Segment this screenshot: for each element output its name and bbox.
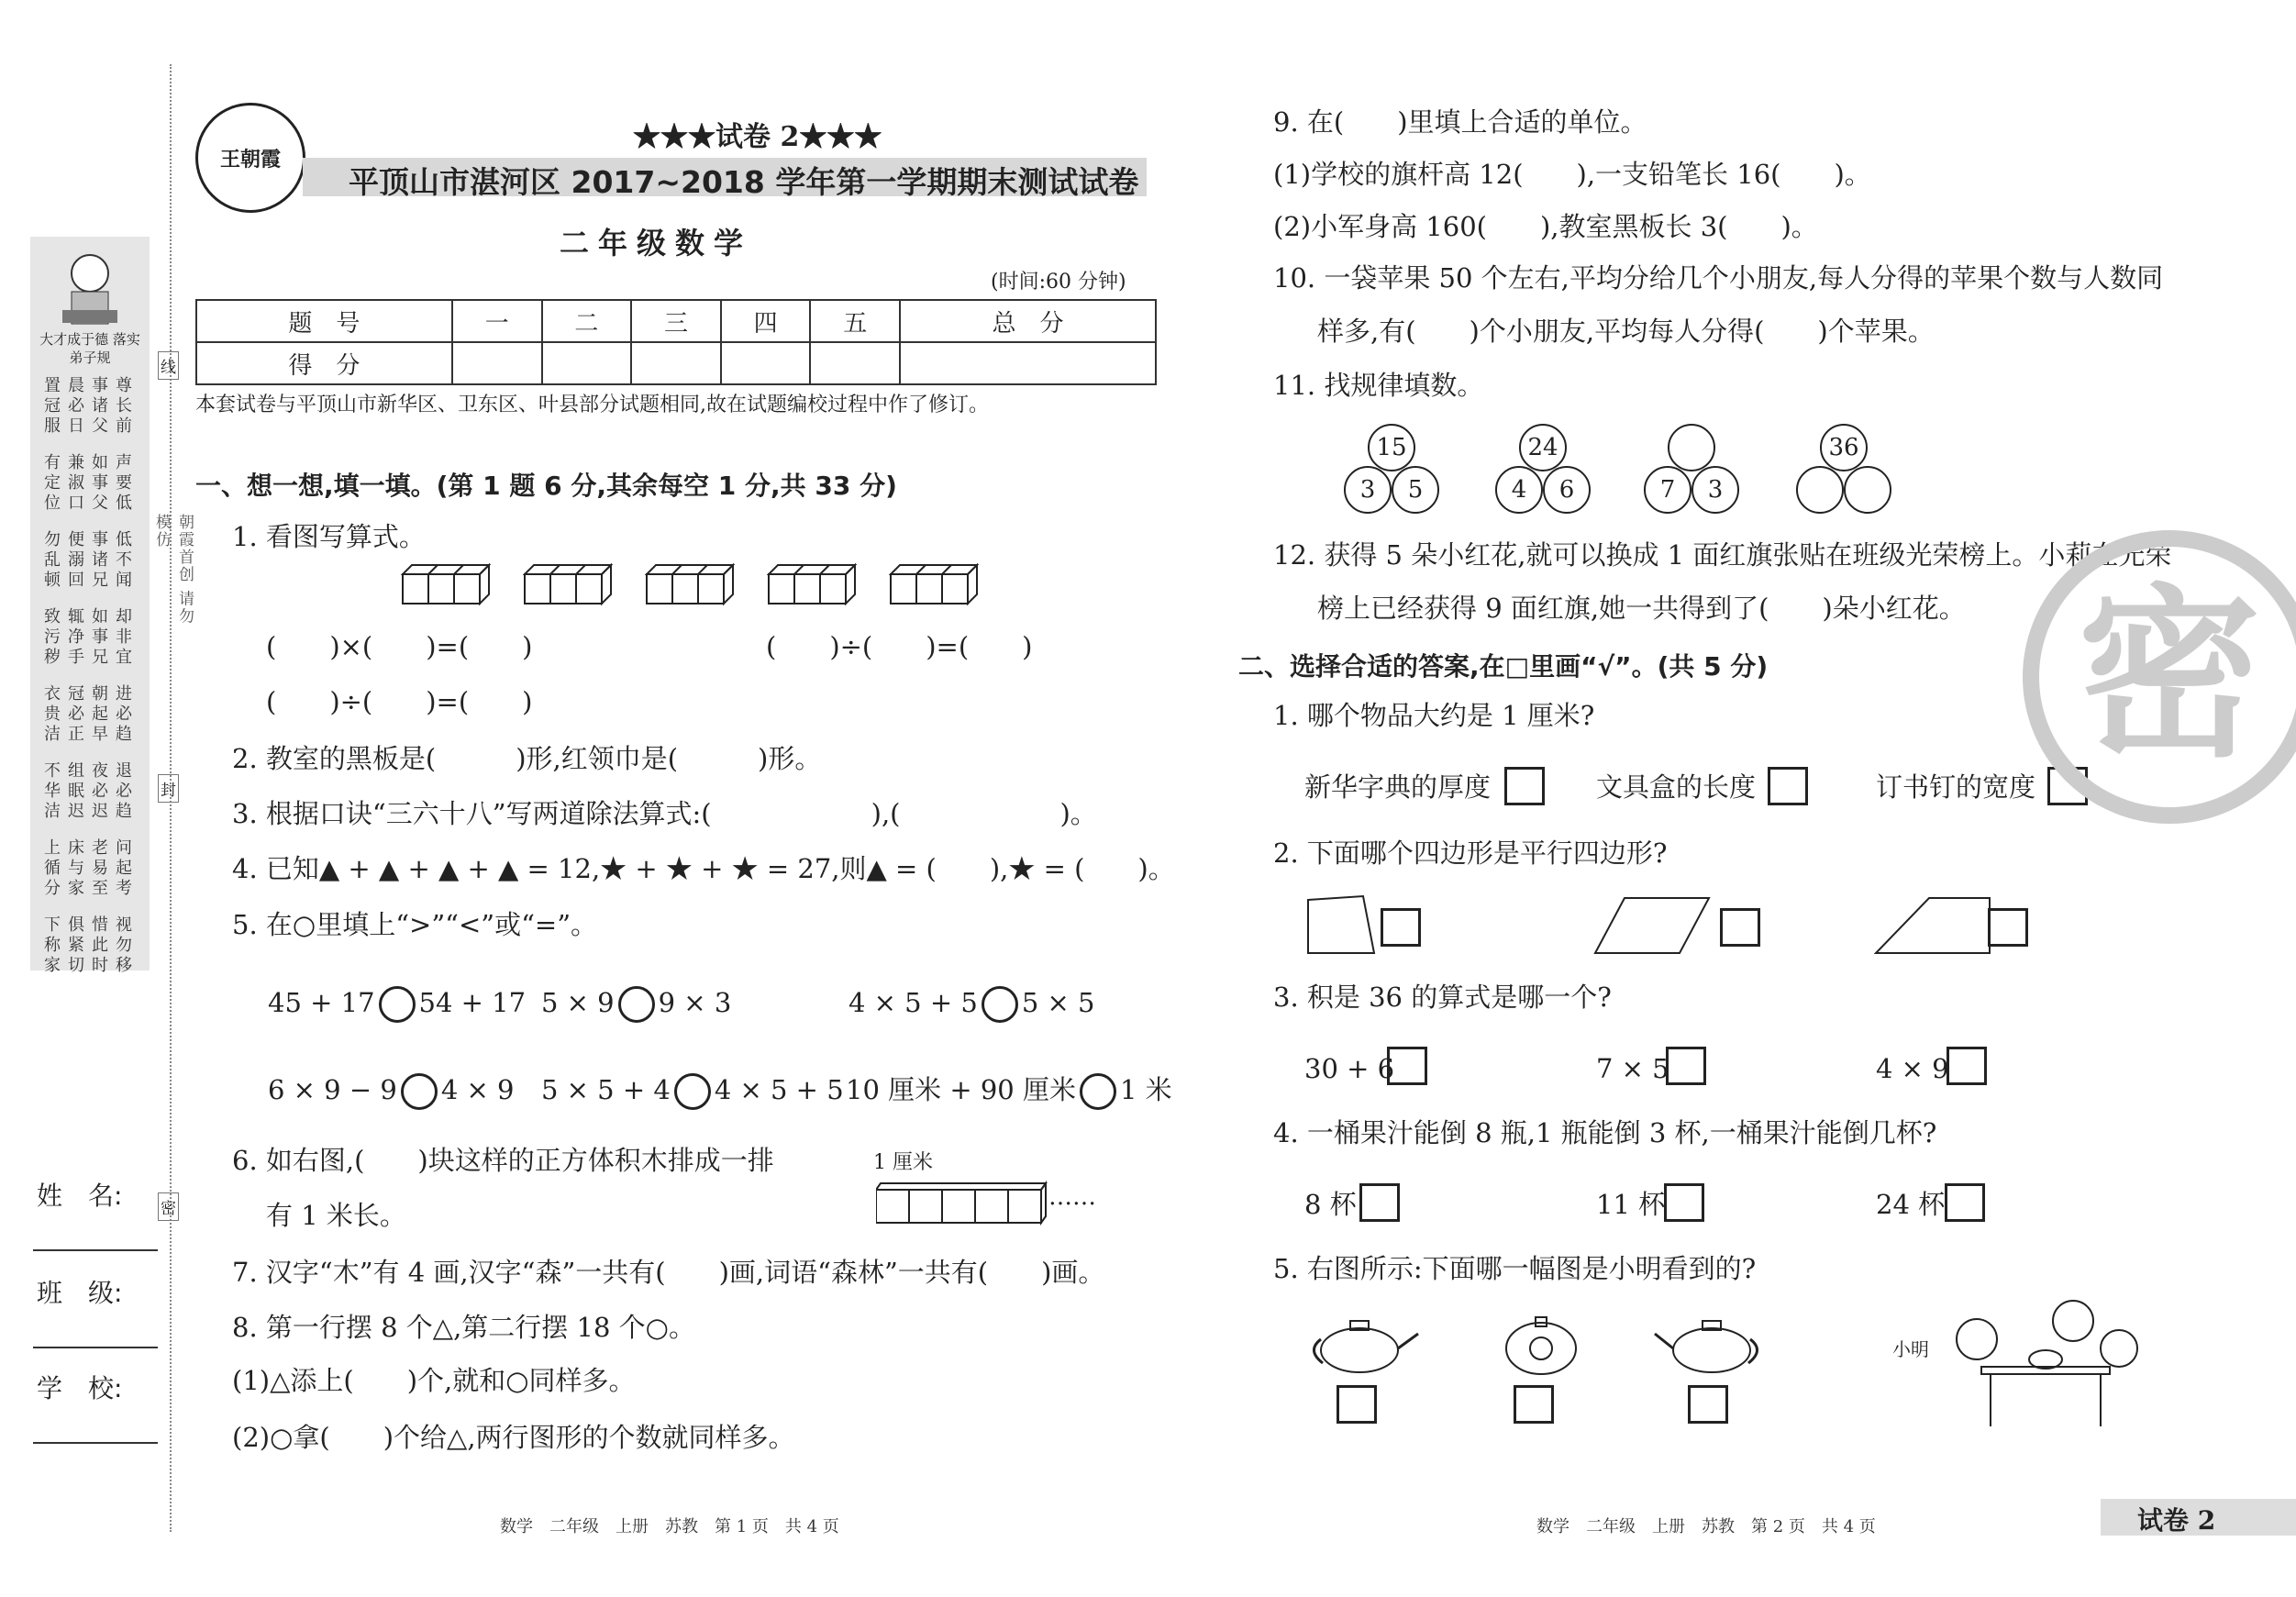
pattern-circle: 3 [1344,466,1392,514]
pattern-circle[interactable] [1668,424,1715,471]
couplet-line: 夜必迟 [92,761,108,821]
couplet-line: 问起考 [116,838,132,898]
quad-shape-2 [1593,894,1713,960]
score-cell: 总 分 [900,300,1156,342]
time-note: (时间:60 分钟) [991,271,1126,294]
couplet-line: 冠必正 [68,684,84,744]
comparison-right: 54 + 17 [418,987,527,1018]
s2-q3-box1[interactable] [1387,1047,1427,1085]
s2-q4-box3[interactable] [1945,1183,1985,1222]
class-line[interactable] [33,1347,158,1348]
teapot-1 [1303,1312,1422,1380]
score-cell[interactable] [542,342,632,384]
q11-text: 11. 找规律填数。 [1273,370,1484,401]
s2-q3-box2[interactable] [1666,1047,1706,1085]
s2-q3-text: 3. 积是 36 的算式是哪一个? [1273,981,1612,1013]
q9-2-text[interactable]: (2)小军身高 160( ),教室黑板长 3( )。 [1273,211,1818,242]
score-cell: 四 [721,300,811,342]
s2-q5-box2[interactable] [1514,1385,1554,1424]
stamp-text: 密 [2077,567,2261,782]
couplet-line: 床与家 [68,838,84,898]
couplet-line: 有定位 [44,453,61,513]
s2-q4-opt1: 8 杯 [1304,1189,1357,1220]
comparison-item [846,1073,1172,1110]
pattern-circle: 36 [1820,424,1868,471]
comparison-right: 9 × 3 [658,987,732,1018]
s2-q3-box3[interactable] [1947,1047,1987,1085]
couplet-line: 置冠服 [44,376,61,436]
class-label: 班 级: [37,1278,123,1308]
s2-q4-text: 4. 一桶果汁能倒 8 瓶,1 瓶能倒 3 杯,一桶果汁能倒几杯? [1273,1117,1937,1148]
score-cell: 二 [542,300,632,342]
score-cell[interactable] [452,342,542,384]
couplet-line: 声要低 [116,453,132,513]
footer-left: 数学 二年级 上册 苏教 第 1 页 共 4 页 [500,1517,839,1536]
q6-cube-row [876,1176,1050,1230]
cube-group [889,561,981,611]
couplet-line: 低不闻 [116,530,132,590]
couplet-line: 组眠迟 [68,761,84,821]
couplet-line: 兼淑口 [68,453,84,513]
comparison-item [541,986,731,1023]
q5-text: 5. 在○里填上“>”“<”或“=”。 [232,909,598,940]
section2-heading: 二、选择合适的答案,在□里画“√”。(共 5 分) [1238,651,1769,682]
motto-text: 大才成于德 落实弟子规 [39,331,140,366]
pattern-circle[interactable] [1844,466,1891,514]
couplet-line: 惜此时 [92,915,108,975]
seal-mark-2: 封 [158,774,179,803]
cube-group [401,561,493,611]
school-label: 学 校: [37,1373,123,1403]
q10-text-a: 10. 一袋苹果 50 个左右,平均分给几个小朋友,每人分得的苹果个数与人数同 [1273,262,2164,294]
couplet-line: 便溺回 [68,530,84,590]
score-cell[interactable] [900,342,1156,384]
comparison-right: 4 × 5 + 5 [714,1074,844,1105]
score-cell[interactable] [721,342,811,384]
q7-text[interactable]: 7. 汉字“木”有 4 画,汉字“森”一共有( )画,词语“森林”一共有( )画。 [232,1257,1105,1288]
vertical-note: 朝霞首创 请勿模仿 [152,514,194,626]
q1-blank-div2[interactable]: ( )÷( )=( ) [266,686,533,717]
pattern-circle: 15 [1368,424,1415,471]
quad-shape-3 [1874,894,1993,960]
comparison-right: 1 米 [1119,1074,1172,1105]
comparison-right: 4 × 9 [440,1074,515,1105]
q8-2-text[interactable]: (2)○拿( )个给△,两行图形的个数就同样多。 [232,1422,795,1453]
couplet-line: 事诸兄 [92,530,108,590]
s2-q3-opt1: 30 + 6 [1304,1053,1395,1084]
couplet-line: 俱紧切 [68,915,84,975]
seal-mark-1: 线 [158,351,179,380]
comparison-item [268,1073,514,1110]
s2-q5-box3[interactable] [1688,1385,1728,1424]
s2-q1-box2[interactable] [1768,767,1808,805]
score-cell[interactable] [810,342,900,384]
notice: 本套试卷与平顶山市新华区、卫东区、叶县部分试题相同,故在试题编校过程中作了修订。 [195,394,989,416]
quad-shape-1 [1306,894,1376,960]
comparison-left: 45 + 17 [268,987,375,1018]
pattern-circle: 6 [1543,466,1591,514]
pattern-circle: 24 [1519,424,1567,471]
comparison-left: 5 × 9 [541,987,615,1018]
s2-q4-box2[interactable] [1664,1183,1704,1222]
child-illustration [44,246,136,328]
s2-q1-text: 1. 哪个物品大约是 1 厘米? [1273,700,1595,731]
compare-circle[interactable] [401,1073,438,1110]
children-table-illustration [1936,1293,2146,1435]
s2-q1-opt1: 新华字典的厚度 [1304,771,1492,803]
couplet-line: 事诸父 [92,376,108,436]
q2-text[interactable]: 2. 教室的黑板是( )形,红领巾是( )形。 [232,743,822,774]
s2-q3-opt3: 4 × 9 [1876,1053,1949,1084]
couplet-line: 下称家 [44,915,61,975]
couplet-line: 辄净手 [68,607,84,667]
score-cell: 五 [810,300,900,342]
s2-q2-text: 2. 下面哪个四边形是平行四边形? [1273,837,1668,869]
s2-q3-opt2: 7 × 5 [1596,1053,1669,1084]
score-cell: 三 [631,300,721,342]
footer-tag: 试卷 2 [2137,1505,2216,1536]
pattern-circle[interactable] [1796,466,1844,514]
cube-group [523,561,615,611]
teapot-2 [1495,1312,1587,1380]
pattern-circle: 7 [1644,466,1691,514]
couplet-line: 致污秽 [44,607,61,667]
compare-circle[interactable] [618,986,655,1023]
s2-q5-box1[interactable] [1337,1385,1377,1424]
s2-q2-box2[interactable] [1720,908,1760,947]
q6-dots: …… [1048,1183,1096,1211]
q8-1-text[interactable]: (1)△添上( )个,就和○同样多。 [232,1365,636,1396]
comparison-right: 5 × 5 [1021,987,1095,1018]
brand-logo [195,103,305,213]
score-cell[interactable]: 得 分 [196,342,452,384]
couplet-line: 退必趋 [116,761,132,821]
cube-group [645,561,737,611]
q1-text: 1. 看图写算式。 [232,521,426,552]
cube-group [767,561,859,611]
s2-q2-box1[interactable] [1381,908,1421,947]
couplet-line: 却非宜 [116,607,132,667]
xiaoming-label: 小明 [1892,1338,1929,1360]
comparison-left: 6 × 9 − 9 [268,1074,397,1105]
s2-q4-opt2: 11 杯 [1596,1189,1666,1220]
s2-q1-box1[interactable] [1504,767,1545,805]
couplet-line: 如事兄 [92,607,108,667]
compare-circle[interactable] [379,986,416,1023]
pattern-circle: 5 [1392,466,1439,514]
s2-q1-opt2: 文具盒的长度 [1596,771,1757,803]
section1-heading: 一、想一想,填一填。(第 1 题 6 分,其余每空 1 分,共 33 分) [195,471,897,501]
q8-text: 8. 第一行摆 8 个△,第二行摆 18 个○。 [232,1312,695,1343]
comparison-item [849,986,1094,1023]
pattern-circle: 3 [1691,466,1739,514]
comparison-left: 5 × 5 + 4 [541,1074,671,1105]
q9-1-text[interactable]: (1)学校的旗杆高 12( ),一支铅笔长 16( )。 [1273,159,1871,190]
score-cell[interactable] [631,342,721,384]
score-table [195,299,1157,385]
compare-circle[interactable] [982,986,1018,1023]
q9-text: 9. 在( )里填上合适的单位。 [1273,106,1647,138]
s2-q5-text: 5. 右图所示:下面哪一幅图是小明看到的? [1273,1253,1757,1284]
q1-blank-mult[interactable]: ( )×( )=( ) [266,631,533,662]
comparison-left: 4 × 5 + 5 [849,987,978,1018]
s2-q4-box1[interactable] [1359,1183,1400,1222]
couplet-line: 勿乱顿 [44,530,61,590]
couplet-line: 如事父 [92,453,108,513]
couplet-line: 尊长前 [116,376,132,436]
teapot-3 [1651,1312,1770,1380]
comparison-item [268,986,526,1023]
logo-text: 王朝霞 [219,148,281,172]
paper-title: 平顶山市湛河区 2017~2018 学年第一学期期末测试试卷 [349,164,1139,200]
compare-circle[interactable] [674,1073,711,1110]
q6-unit-label: 1 厘米 [873,1151,933,1174]
name-label: 姓 名: [37,1181,123,1211]
pattern-circle: 4 [1495,466,1543,514]
subject-title: 二年级数学 [560,226,753,261]
footer-right: 数学 二年级 上册 苏教 第 2 页 共 4 页 [1536,1517,1876,1536]
couplet-line: 上循分 [44,838,61,898]
couplet-line: 视勿移 [116,915,132,975]
score-cell: 题 号 [196,300,452,342]
name-line[interactable] [33,1249,158,1251]
couplet-line: 不华洁 [44,761,61,821]
q6-text-a[interactable]: 6. 如右图,( )块这样的正方体积木排成一排 [232,1145,774,1176]
couplet-line: 晨必日 [68,376,84,436]
couplet-line: 衣贵洁 [44,684,61,744]
paper-tag: ★★★试卷 2★★★ [633,121,882,153]
q12-text-b[interactable]: 榜上已经获得 9 面红旗,她一共得到了( )朵小红花。 [1317,593,1966,624]
comparison-item [541,1073,844,1110]
q4-text[interactable]: 4. 已知▲ + ▲ + ▲ + ▲ = 12,★ + ★ + ★ = 27,则▲ = ( ),★ = ( )。 [232,853,1175,884]
couplet-line: 进必趋 [116,684,132,744]
q3-text[interactable]: 3. 根据口诀“三六十八”写两道除法算式:( ),( )。 [232,798,1097,829]
score-cell: 一 [452,300,542,342]
q12-text-a: 12. 获得 5 朵小红花,就可以换成 1 面红旗张贴在班级光荣榜上。小莉在光荣 [1273,539,2172,571]
s2-q2-box3[interactable] [1988,908,2028,947]
couplet-line: 朝起早 [92,684,108,744]
q6-text-b: 有 1 米长。 [266,1200,406,1231]
compare-circle[interactable] [1080,1073,1116,1110]
couplet-line: 老易至 [92,838,108,898]
s2-q1-opt3: 订书钉的宽度 [1876,771,2036,803]
q1-blank-div1[interactable]: ( )÷( )=( ) [766,631,1033,662]
s2-q4-opt3: 24 杯 [1876,1189,1946,1220]
seal-mark-3: 密 [158,1192,179,1221]
q10-text-b[interactable]: 样多,有( )个小朋友,平均每人分得( )个苹果。 [1317,316,1935,347]
comparison-left: 10 厘米 + 90 厘米 [846,1074,1076,1105]
school-line[interactable] [33,1442,158,1444]
